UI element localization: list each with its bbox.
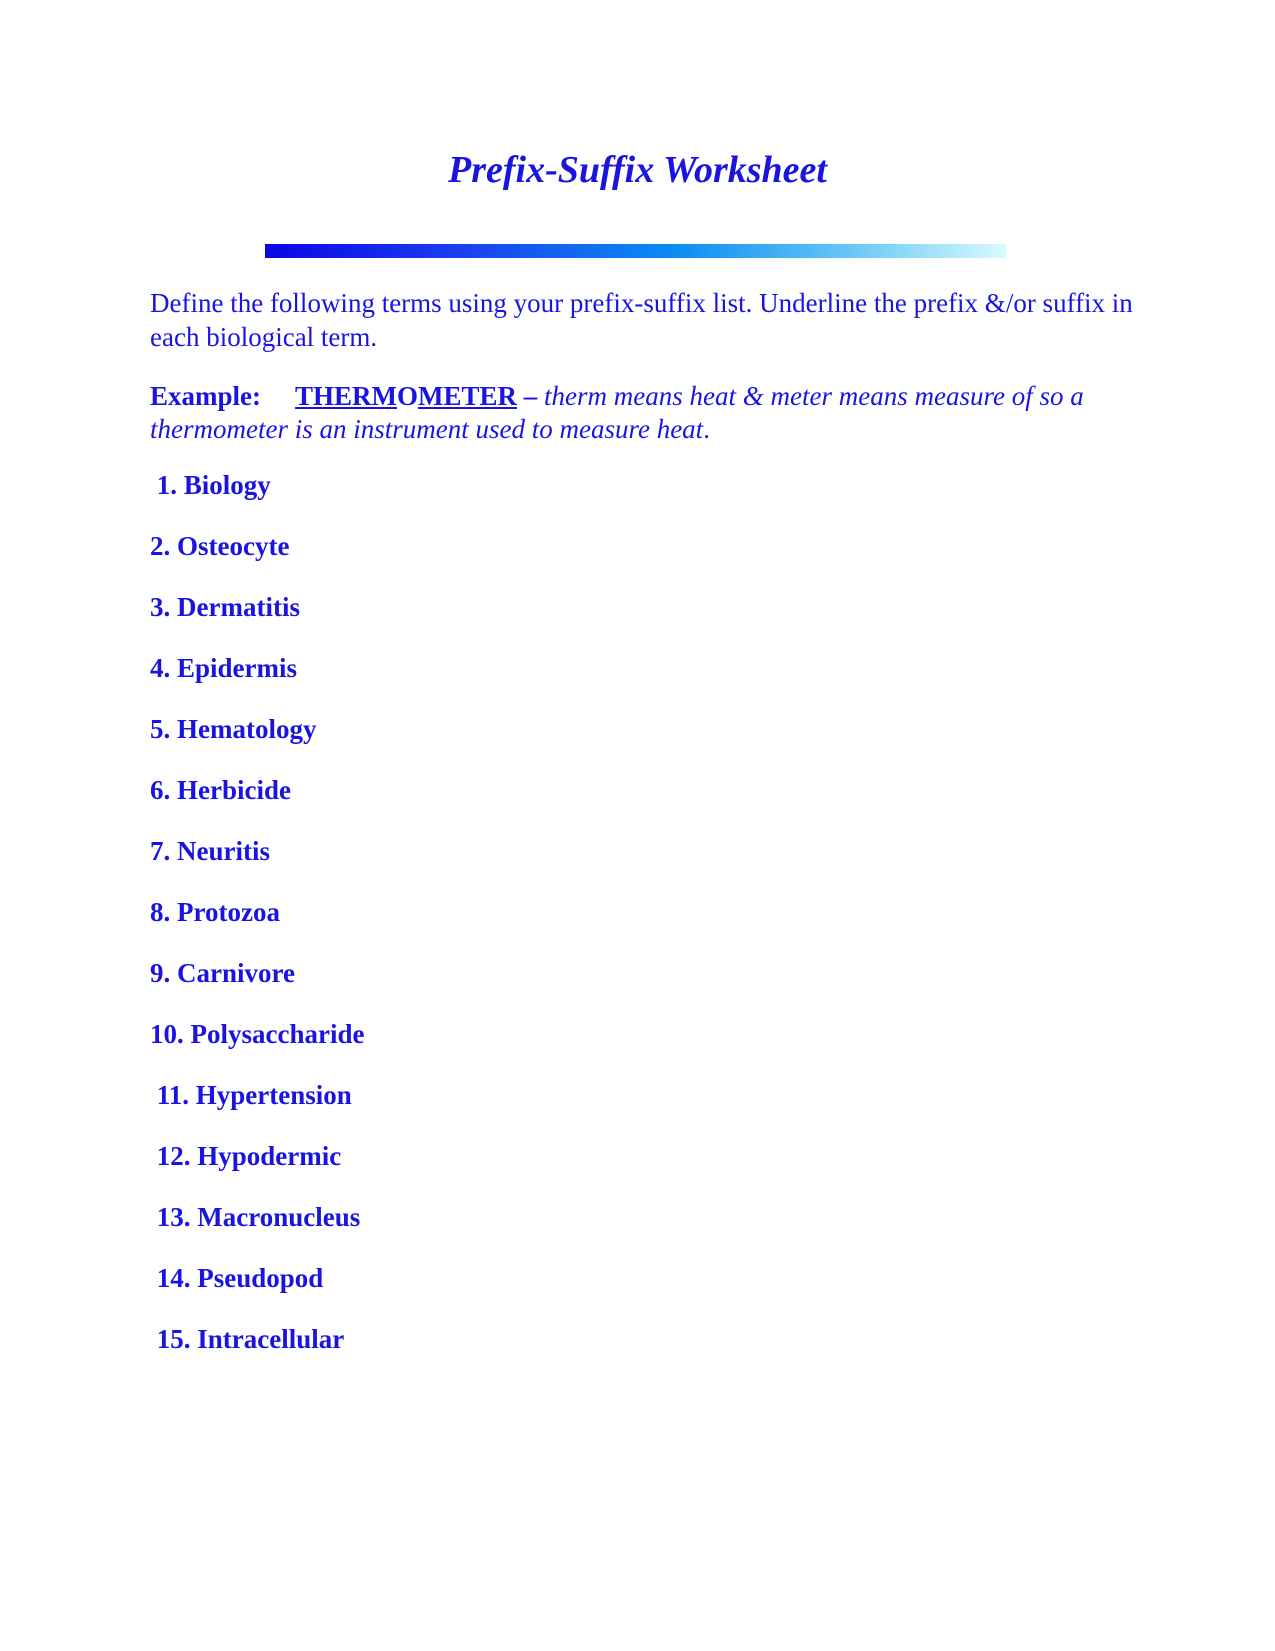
term-item: 6. Herbicide: [150, 775, 291, 805]
term-item: 1. Biology: [150, 470, 271, 500]
term-item: 13. Macronucleus: [150, 1202, 361, 1232]
term-item: 7. Neuritis: [150, 836, 270, 866]
term-item: 12. Hypodermic: [150, 1141, 342, 1171]
term-item: 5. Hematology: [150, 714, 317, 744]
term-item: 10. Polysaccharide: [150, 1019, 365, 1049]
term-item: 8. Protozoa: [150, 897, 280, 927]
example-end: .: [703, 414, 710, 444]
example-explanation: therm means heat & meter means measure of so a thermometer is an instrument used to measure heat: [150, 381, 1084, 444]
instructions-text: Define the following terms using your prefix-suffix list. Underline the prefix &/or suffix in each biological term.: [150, 288, 1133, 352]
example-dash: –: [517, 381, 538, 411]
example-term-prefix: THERM: [295, 381, 398, 411]
term-item: 9. Carnivore: [150, 958, 295, 988]
term-item: 4. Epidermis: [150, 653, 298, 683]
worksheet-title: Prefix-Suffix Worksheet: [448, 149, 827, 191]
term-item: 15. Intracellular: [150, 1324, 345, 1354]
term-item: 3. Dermatitis: [150, 592, 300, 622]
term-item: 2. Osteocyte: [150, 531, 290, 561]
example-term-connector: O: [397, 381, 419, 411]
term-item: 14. Pseudopod: [150, 1263, 324, 1293]
example-label: Example:: [150, 381, 261, 411]
term-item: 11. Hypertension: [150, 1080, 352, 1110]
example-term-suffix: METER: [418, 381, 518, 411]
